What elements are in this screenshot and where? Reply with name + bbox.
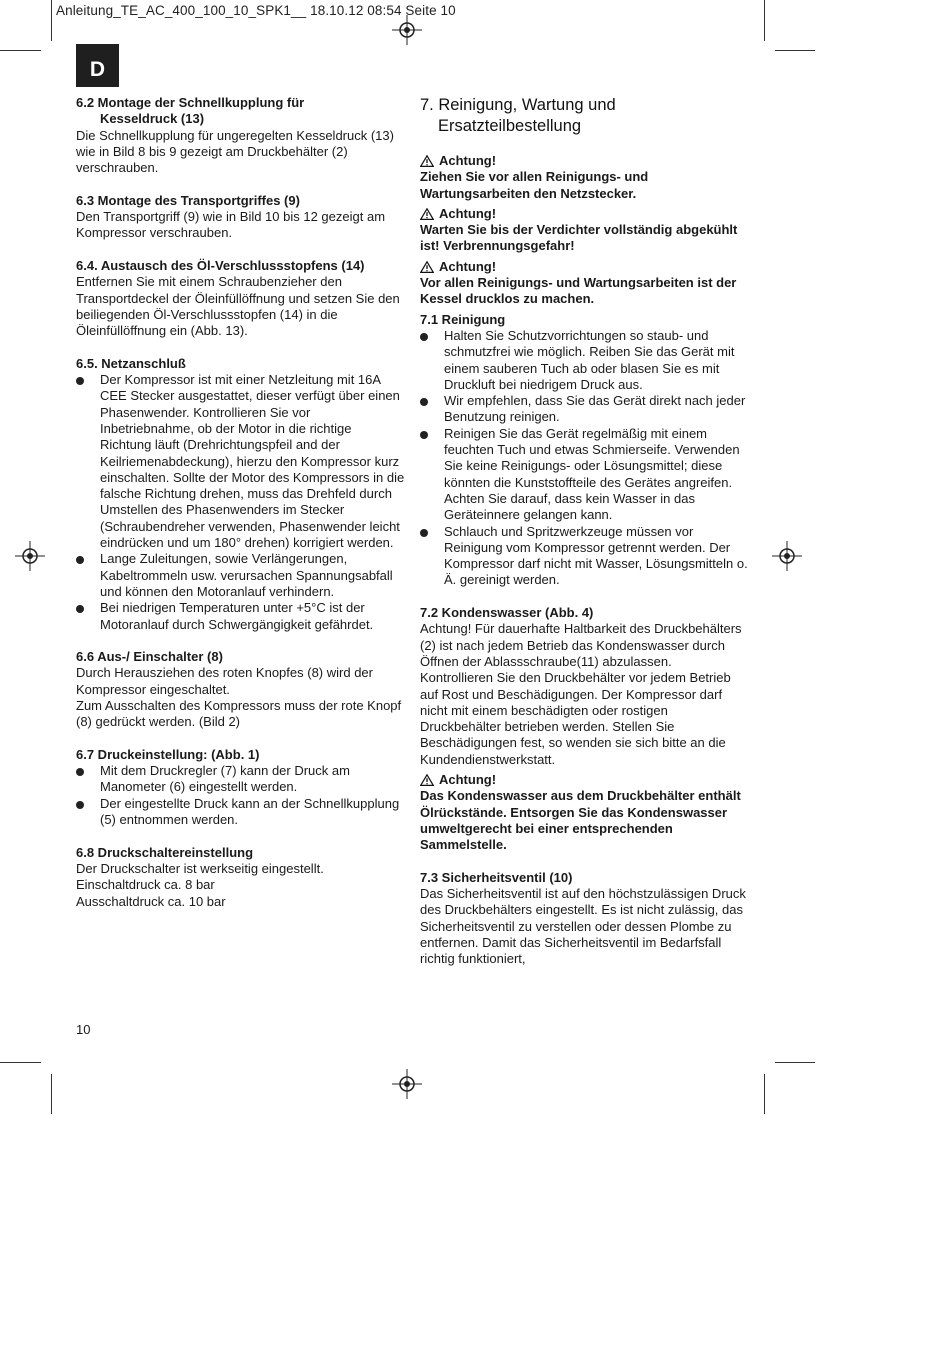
warning-text: Das Kondenswasser aus dem Druckbehälter enthält Ölrückstände. Entsorgen Sie das Kondenswasser umweltgerecht bei einer entsprechenden Sammelstelle.	[420, 788, 741, 853]
warning-triangle-icon	[420, 261, 434, 273]
list-item: Wir empfehlen, dass Sie das Gerät direkt nach jeder Benutzung reinigen.	[420, 393, 750, 426]
list-item: Der eingestellte Druck kann an der Schnellkupplung (5) entnommen werden.	[76, 796, 406, 829]
right-column	[420, 95, 750, 984]
warning-block	[420, 259, 750, 308]
section-heading: 7.2 Kondenswasser (Abb. 4)	[420, 605, 594, 621]
section-heading: 6.6 Aus-/ Einschalter (8)	[76, 649, 223, 665]
warning-text: Warten Sie bis der Verdichter vollständig abgekühlt ist! Verbrennungsgefahr!	[420, 222, 738, 254]
warning-title: Achtung!	[439, 153, 497, 168]
section-text: Durch Herausziehen des roten Knopfes (8) wird der Kompressor eingeschaltet.	[76, 665, 373, 697]
warning-text: Vor allen Reinigungs- und Wartungsarbeiten ist der Kessel drucklos zu machen.	[420, 275, 737, 307]
chapter-title: 7. Reinigung, Wartung und Ersatzteilbestellung	[420, 96, 616, 135]
registration-mark-icon	[772, 541, 802, 571]
section-text: Das Sicherheitsventil ist auf den höchstzulässigen Druck des Druckbehälters eingestellt. Es ist nicht zulässig, das Sicherheitsventil zu verstellen oder dessen Plombe zu entfernen. Damit das Sicherheitsventil im Bedarfsfall richtig funktioniert,	[420, 886, 746, 967]
left-column	[76, 95, 406, 926]
warning-triangle-icon	[420, 208, 434, 220]
section-text: Entfernen Sie mit einem Schraubenzieher den Transportdeckel der Öleinfüllöffnung und setzen Sie den beiliegenden Öl-Verschlussstopfen (14) in die Öleinfüllöffnung ein (Abb. 13).	[76, 274, 400, 339]
section-heading: 6.5. Netzanschluß	[76, 355, 186, 371]
section-6-2	[76, 95, 406, 176]
bullet-list	[76, 763, 406, 828]
list-item: Mit dem Druckregler (7) kann der Druck am Manometer (6) eingestellt werden.	[76, 763, 406, 796]
section-text: Einschaltdruck ca. 8 bar	[76, 877, 215, 893]
section-7-3	[420, 870, 750, 968]
warning-title: Achtung!	[439, 771, 497, 787]
warning-title: Achtung!	[439, 205, 497, 221]
section-7-2	[420, 605, 750, 853]
warning-triangle-icon	[420, 774, 434, 786]
section-heading: 6.7 Druckeinstellung: (Abb. 1)	[76, 746, 260, 762]
section-text: Ausschaltdruck ca. 10 bar	[76, 893, 226, 909]
section-heading: 7.3 Sicherheitsventil (10)	[420, 869, 573, 885]
section-heading: 6.3 Montage des Transportgriffes (9)	[76, 192, 300, 208]
registration-mark-icon	[15, 541, 45, 571]
section-6-5	[76, 356, 406, 633]
list-item: Halten Sie Schutzvorrichtungen so staub- und schmutzfrei wie möglich. Reiben Sie das Gerät mit einem sauberen Tuch ab oder blasen Sie es mit Druckluft bei niedrigem Druck aus.	[420, 328, 750, 393]
list-item: Bei niedrigen Temperaturen unter +5°C ist der Motoranlauf durch Schwergängigkeit gefährdet.	[76, 600, 406, 633]
list-item: Der Kompressor ist mit einer Netzleitung mit 16A CEE Stecker ausgestattet, dieser verfügt über einen Phasenwender. Kontrollieren Sie vor Inbetriebnahme, ob der Motor in die richtige Richtung läuft (Drehrichtungspfeil and der Keilriemenabdeckung), hierzu den Kompressor kurz einschalten. Sollte der Motor des Kompressors in die falsche Richtung drehen, muss das Drehfeld durch Umstellen des Phasenwenders im Stecker (Schraubendreher verwenden, Phasenwender leicht eindrücken und um 180° drehen) korrigiert werden.	[76, 372, 406, 551]
page-number: 10	[76, 1022, 91, 1037]
section-text: Achtung! Für dauerhafte Haltbarkeit des Druckbehälters (2) ist nach jedem Betrieb das Kondenswasser durch Öffnen der Ablassschraube(11) abzulassen.	[420, 621, 742, 669]
warning-text: Ziehen Sie vor allen Reinigungs- und Wartungsarbeiten den Netzstecker.	[420, 169, 649, 201]
warning-block	[420, 206, 750, 255]
warning-triangle-icon	[420, 155, 434, 167]
list-item: Lange Zuleitungen, sowie Verlängerungen, Kabeltrommeln usw. verursachen Spannungsabfall und können den Motoranlauf verhindern.	[76, 551, 406, 600]
section-text: Die Schnellkupplung für ungeregelten Kesseldruck (13) wie in Bild 8 bis 9 gezeigt am Druckbehälter (2) verschrauben.	[76, 127, 394, 176]
section-6-8	[76, 845, 406, 910]
registration-mark-icon	[392, 15, 422, 45]
section-heading: 7.1 Reinigung	[420, 311, 506, 327]
section-heading: 6.4. Austausch des Öl-Verschlussstopfens (14)	[76, 257, 365, 273]
section-6-6	[76, 649, 406, 730]
list-item: Schlauch und Spritzwerkzeuge müssen vor Reinigung vom Kompressor getrennt werden. Der Kompressor darf nicht mit Wasser, Lösungsmitteln o. Ä. gereinigt werden.	[420, 524, 750, 589]
bullet-list	[76, 372, 406, 633]
language-badge: D	[76, 44, 119, 87]
bullet-list	[420, 328, 750, 589]
section-6-7	[76, 747, 406, 828]
print-slug: Anleitung_TE_AC_400_100_10_SPK1__ 18.10.12 08:54 Seite 10	[56, 3, 456, 18]
registration-mark-icon	[392, 1069, 422, 1099]
section-heading: 6.8 Druckschaltereinstellung	[76, 844, 254, 860]
section-text: Der Druckschalter ist werkseitig eingestellt.	[76, 860, 324, 876]
list-item: Reinigen Sie das Gerät regelmäßig mit einem feuchten Tuch und etwas Schmierseife. Verwenden Sie keine Reinigungs- oder Lösungsmittel; diese könnten die Kunststoffteile des Gerätes angreifen. Achten Sie darauf, dass kein Wasser in das Geräteinnere gelangen kann.	[420, 426, 750, 524]
section-6-3	[76, 193, 406, 242]
section-text: Den Transportgriff (9) wie in Bild 10 bis 12 gezeigt am Kompressor verschrauben.	[76, 209, 386, 241]
section-6-4	[76, 258, 406, 339]
section-text: Zum Ausschalten des Kompressors muss der rote Knopf (8) gedrückt werden. (Bild 2)	[76, 697, 402, 730]
warning-block	[420, 153, 750, 202]
warning-block	[420, 772, 750, 788]
section-text: Kontrollieren Sie den Druckbehälter vor jedem Betrieb auf Rost und Beschädigungen. Der Kompressor darf nicht mit einem beschädigten oder rostigen Druckbehälter betrieben werden. Stellen Sie Beschädigungen fest, so wenden sie sich bitte an die Kundendienstwerkstatt.	[420, 670, 731, 767]
section-7-1	[420, 312, 750, 589]
warning-title: Achtung!	[439, 258, 497, 274]
section-heading: 6.2 Montage der Schnellkupplung für Kesseldruck (13)	[76, 95, 305, 127]
